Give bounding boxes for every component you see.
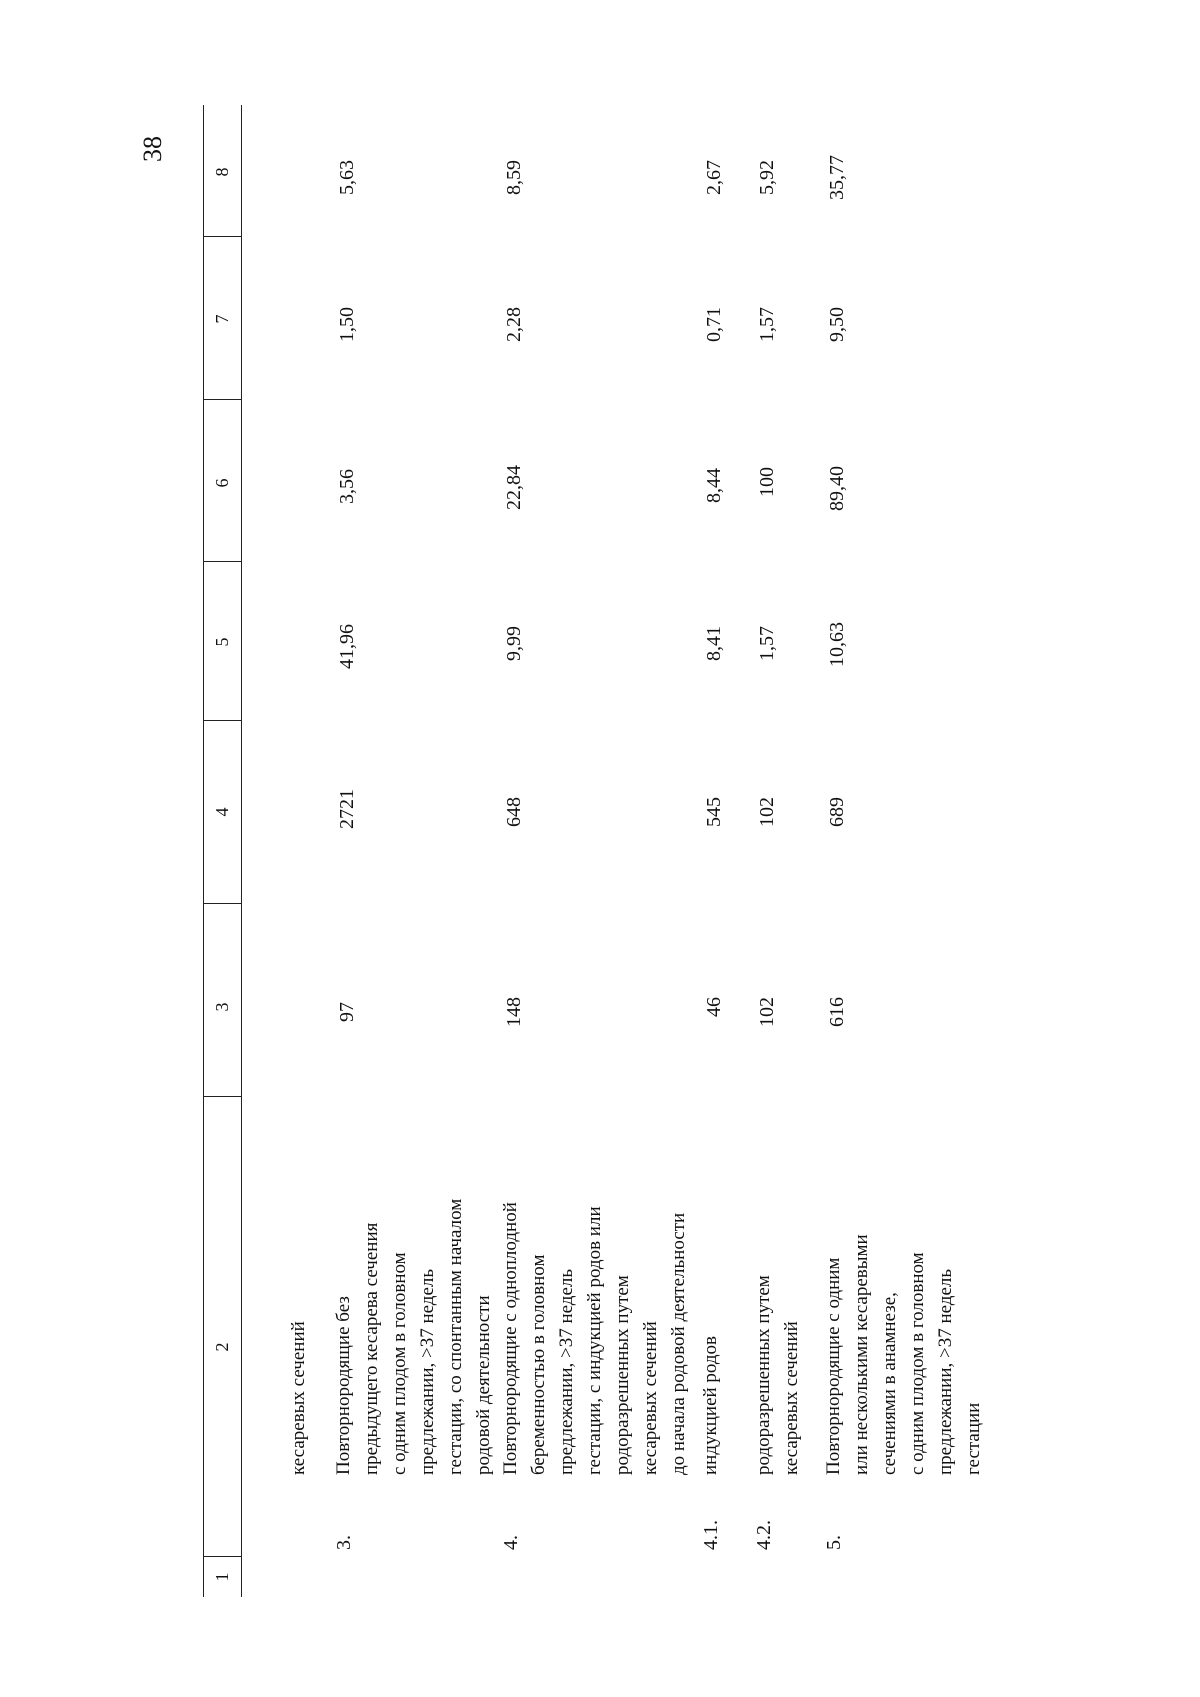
column-header-8: 8 <box>212 167 232 177</box>
cell-col7: 9,50 <box>826 307 848 342</box>
column-header-2: 2 <box>212 1342 232 1352</box>
column-header-4: 4 <box>212 807 232 817</box>
cell-col8: 5,63 <box>336 160 358 195</box>
col-divider-6 <box>203 399 241 400</box>
cell-col5: 9,99 <box>503 626 525 661</box>
cell-col7: 1,57 <box>756 307 778 342</box>
cell-col8: 8,59 <box>503 160 525 195</box>
cell-col6: 89,40 <box>826 466 848 511</box>
col-divider-4 <box>203 720 241 721</box>
column-header-3: 3 <box>212 1002 232 1012</box>
row-number: 3. <box>333 1535 355 1550</box>
cell-col3: 97 <box>336 1002 358 1022</box>
cell-col7: 1,50 <box>336 307 358 342</box>
col-divider-5 <box>203 561 241 562</box>
cell-col5: 8,41 <box>703 626 725 661</box>
cell-col6: 8,44 <box>703 468 725 503</box>
cell-col5: 41,96 <box>336 624 358 669</box>
row-description: Повторнородящие с одним или несколькими кесаревыми сечениями в анамнезе, с одним плодом в головном предлежании, >37 недель гестации <box>823 1234 984 1475</box>
row-number: 4.2. <box>753 1520 775 1550</box>
cell-col3: 616 <box>826 997 848 1027</box>
row-description: индукцией родов <box>700 1335 721 1475</box>
cell-col6: 3,56 <box>336 469 358 504</box>
cell-col6: 100 <box>756 467 778 497</box>
cell-col5: 1,57 <box>756 626 778 661</box>
cell-col6: 22,84 <box>503 465 525 510</box>
row-description: Повторнородящие без предыдущего кесарева сечения с одним плодом в головном предлежании, >37 недель гестации, со спонтанным началом родовой деятельности <box>333 1198 494 1475</box>
column-header-5: 5 <box>212 637 232 647</box>
cell-col5: 10,63 <box>826 622 848 667</box>
col-divider-3 <box>203 903 241 904</box>
cell-col8: 2,67 <box>703 160 725 195</box>
cell-col3: 102 <box>756 997 778 1027</box>
cell-col8: 35,77 <box>826 155 848 200</box>
col-divider-7 <box>203 236 241 237</box>
table-header-rule <box>241 105 242 1597</box>
continuation-text: кесаревых сечений <box>288 1321 309 1475</box>
cell-col4: 648 <box>503 797 525 827</box>
table-top-rule <box>203 105 204 1597</box>
cell-col4: 2721 <box>336 789 358 829</box>
cell-col4: 545 <box>703 797 725 827</box>
column-header-6: 6 <box>212 478 232 488</box>
row-number: 4. <box>500 1535 522 1550</box>
column-header-1: 1 <box>212 1572 232 1582</box>
cell-col3: 46 <box>703 997 725 1017</box>
cell-col7: 2,28 <box>503 307 525 342</box>
row-number: 5. <box>823 1535 845 1550</box>
cell-col3: 148 <box>503 997 525 1027</box>
row-description: Повторнородящие с одноплодной беременностью в головном предлежании, >37 недель гестации, с индукцией родов или родоразрешенных путем кесаревых сечений до начала родовой деятельности <box>500 1202 689 1475</box>
column-header-7: 7 <box>212 314 232 324</box>
row-description: родоразрешенных путем кесаревых сечений <box>753 1275 802 1475</box>
row-number: 4.1. <box>700 1520 722 1550</box>
cell-col4: 689 <box>826 797 848 827</box>
cell-col8: 5,92 <box>756 160 778 195</box>
cell-col7: 0,71 <box>703 307 725 342</box>
cell-col4: 102 <box>756 797 778 827</box>
page-number: 38 <box>138 136 167 162</box>
col-divider-2 <box>203 1096 241 1097</box>
